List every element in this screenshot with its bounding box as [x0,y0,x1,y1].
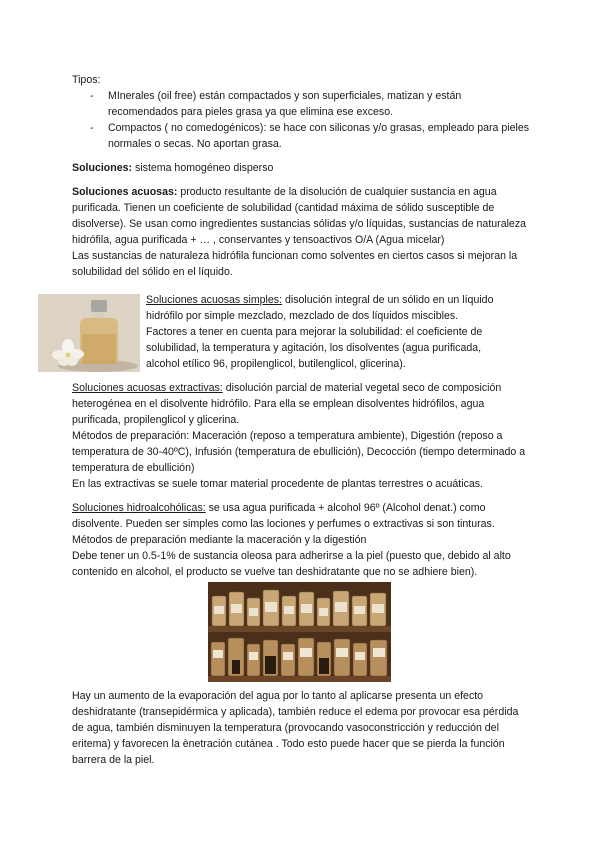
simples-term: Soluciones acuosas simples: [146,294,283,306]
simples-paragraph [146,292,508,372]
soluciones-term: Soluciones: [72,162,133,174]
acuosas-text: producto resultante de la disolución de cualquier sustancia en agua purificada. Tienen un coeficiente de solubilidad (cantidad máxima de sólido susceptible de disolverse). Se usan como ingredientes sustancias sólidas y/o líquidas, sustancias de naturaleza hidrófila, agua purificada + … , conservantes y tensoactivos O/A (Agua micelar) [72,186,527,246]
soluciones-paragraph [72,160,532,176]
bottle-image [38,294,140,372]
hidroalcoholicas-paragraph [72,500,532,580]
extractivas-text2: Métodos de preparación: Maceración (reposo a temperatura ambiente), Digestión (reposo a temperatura de 30-40ºC), Infusión (temperatura de ebullición), Decocción (tiempo determinado a temperatura de ebullición) [72,430,526,474]
tipos-heading: Tipos: [72,74,101,86]
tipos-list [72,88,532,152]
list-item: - Compactos ( no comedogénicos): se hace con siliconas y/o grasas, empleado para pieles normales o secas. No aportan grasa. [72,120,532,152]
hidroalcoholicas-text: se usa agua purificada + alcohol 96º (Alcohol denat.) como disolvente. Pueden ser simples como las lociones y perfumes o extractivas si son tinturas. [72,502,495,530]
hidroalcoholicas-text3: Debe tener un 0.5-1% de sustancia oleosa para adherirse a la piel (puesto que, debido al alto contenido en alcohol, el producto se vuelve tan deshidratante que no se adhiere bien). [72,550,511,578]
acuosas-text2: Las sustancias de naturaleza hidrófila funcionan como solventes en ciertos casos si mejoran la solubilidad del sólido en el líquido. [72,250,518,278]
extractivas-paragraph [72,380,532,492]
extractivas-term: Soluciones acuosas extractivas: [72,382,223,394]
soluciones-text: sistema homogéneo disperso [132,162,274,174]
final-paragraph [72,688,532,768]
simples-text2: Factores a tener en cuenta para mejorar la solubilidad: el coeficiente de solubilidad, la temperatura y agitación, los disolventes (agua purificada, alcohol etílico 96, propilenglicol, butilenglicol, glicerina). [146,326,483,370]
final-text: Hay un aumento de la evaporación del agua por lo tanto al aplicarse presenta un efecto deshidratante (transepidérmica y aplicada), también reduce el edema por provocar esa pérdida de agua, también disminuyen la temperatura (provocando vasoconstricción y reducción del eritema) y favorecen la ènetración cutánea . Todo esto puede hacer que se pierda la función barrera de la piel. [72,690,519,766]
acuosas-paragraph [72,184,532,280]
hidroalcoholicas-term: Soluciones hidroalcohólicas: [72,502,206,514]
apothecary-jars-image [208,582,391,682]
hidroalcoholicas-text2: Métodos de preparación mediante la maceración y la digestión [72,534,367,546]
extractivas-text: disolución parcial de material vegetal seco de composición heterogénea en el disolvente hidrófilo. Para ella se emplean disolventes hidrófilos, agua purificada, propilenglicol y glicerina. [72,382,502,426]
extractivas-text3: En las extractivas se suele tomar material procedente de plantas terrestres o acuáticas. [72,478,484,490]
acuosas-term: Soluciones acuosas: [72,186,178,198]
simples-text: disolución integral de un sólido en un líquido hidrófilo por simple mezclado, mezclado de dos líquidos miscibles. [146,294,494,322]
tipos-section [72,72,532,152]
list-item: - MInerales (oil free) están compactados y son superficiales, matizan y están recomendados para pieles grasa ya que elimina ese exceso. [72,88,532,120]
